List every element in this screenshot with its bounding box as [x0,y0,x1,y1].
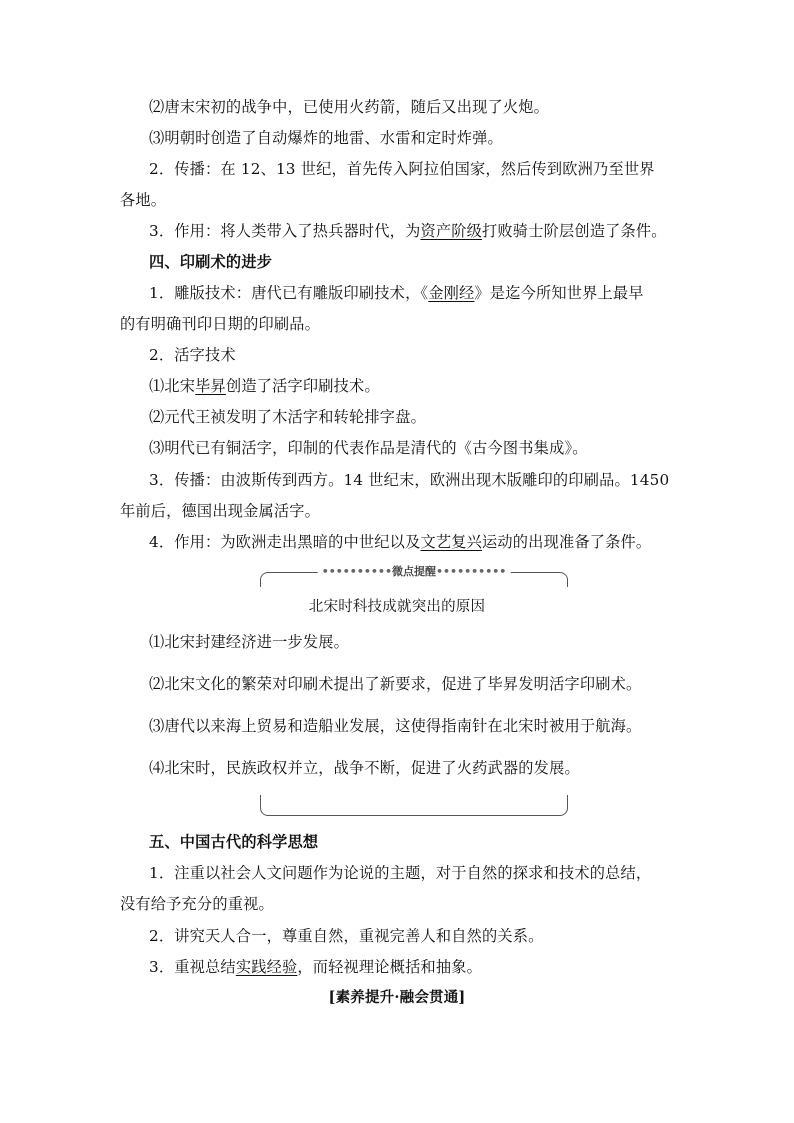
dotted-rule: •••••••••• [436,565,507,578]
text-line [149,221,667,241]
section-footer-label: [素养提升·融会贯通] [328,989,466,1006]
text-line: 2．传播：在 12、13 世纪，首先传入阿拉伯国家，然后传到欧洲乃至世界 [149,160,655,178]
text-line: ⑵唐末宋初的战争中，已使用火药箭，随后又出现了火炮。 [149,98,550,116]
text-segment: 3．作用：将人类带入了热兵器时代，为 [149,222,421,240]
text-line: 各地。 [120,191,167,209]
text-line: 的有明确刊印日期的印刷品。 [120,315,321,333]
text-segment: 4．作用：为欧洲走出黑暗的中世纪以及 [149,533,421,551]
text-line: ⑶明朝时创造了自动爆炸的地雷、水雷和定时炸弹。 [149,129,503,147]
tip-item: ⑴北宋封建经济进一步发展。 [149,633,350,651]
text-line: ⑶明代已有铜活字，印制的代表作品是清代的《古今图书集成》。 [149,439,588,457]
section-heading: 四、印刷术的进步 [149,253,273,271]
text-segment: ，而轻视理论概括和抽象。 [297,958,483,976]
text-line: 1．注重以社会人文问题作为论说的主题，对于自然的探求和技术的总结， [149,864,652,882]
text-line [149,532,651,552]
text-line: 2．讲究天人合一，尊重自然，重视完善人和自然的关系。 [149,927,544,945]
tip-item: ⑶唐代以来海上贸易和造船业发展，这使得指南针在北宋时被用于航海。 [149,717,642,735]
underlined-term: 实践经验 [235,958,298,976]
text-line: 没有给予充分的重视。 [120,895,274,913]
tip-box-bottom-border [260,795,568,816]
tip-item: ⑵北宋文化的繁荣对印刷术提出了新要求，促进了毕昇发明活字印刷术。 [149,675,642,693]
text-line [149,376,380,396]
section-heading: 五、中国古代的科学思想 [149,833,319,851]
tip-box-label-text: 微点提醒 [392,565,436,578]
text-segment: 打败骑士阶层创造了条件。 [482,222,667,240]
underlined-term: 文艺复兴 [420,533,483,551]
underlined-term: 毕昇 [195,377,226,395]
text-line: 年前后，德国出现金属活字。 [120,502,321,520]
text-segment: 3．重视总结 [149,958,236,976]
text-line: 2．活字技术 [149,346,236,364]
text-line [149,283,644,303]
text-line: 3．传播：由波斯传到西方。14 世纪末，欧洲出现木版雕印的印刷品。1450 [149,471,670,489]
tip-item: ⑷北宋时，民族政权并立，战争不断，促进了火药武器的发展。 [149,759,580,777]
text-segment: 创造了活字印刷技术。 [225,377,380,395]
text-segment: 》是迄今所知世界上最早 [474,284,644,302]
underlined-term: 资产阶级 [420,222,483,240]
text-line [149,957,482,977]
tip-box-top-border [260,565,568,587]
text-line: ⑵元代王祯发明了木活字和转轮排字盘。 [149,408,426,426]
dotted-rule: •••••••••• [321,565,392,578]
text-segment: 1．雕版技术：唐代已有雕版印刷技术，《 [149,284,429,302]
tip-box-label [318,565,511,579]
text-segment: 运动的出现准备了条件。 [482,533,652,551]
tip-box-title: 北宋时科技成就突出的原因 [308,599,486,615]
text-segment: ⑴北宋 [149,377,196,395]
underlined-term: 金刚经 [428,284,475,302]
